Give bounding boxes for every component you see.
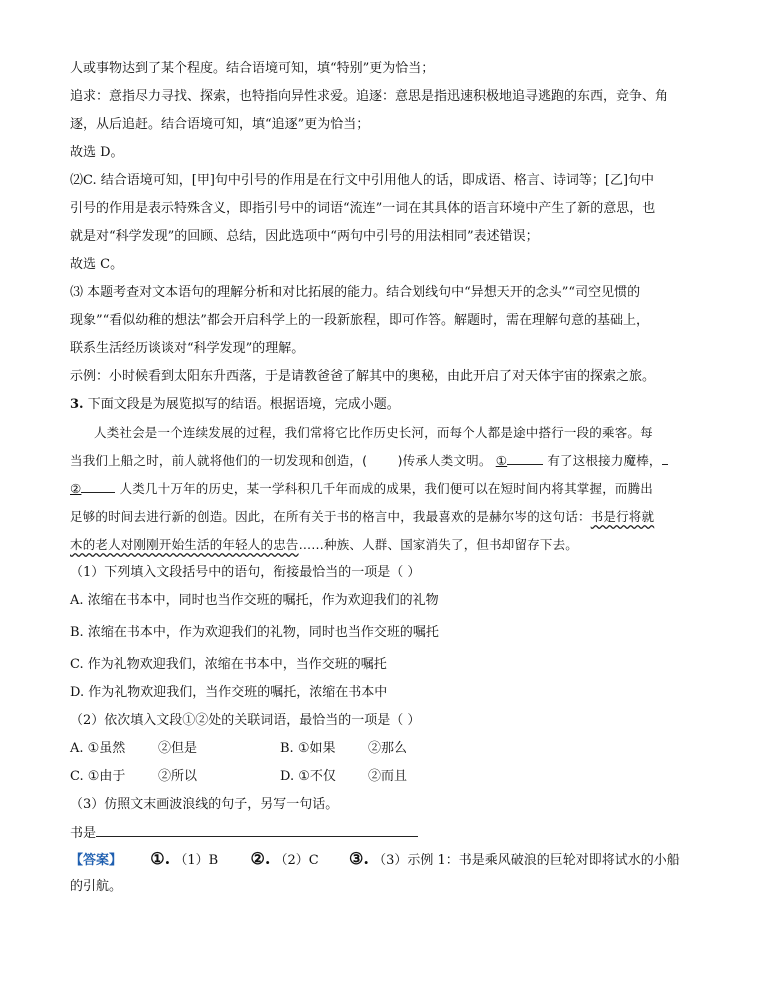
text-line: 引号的作用是表示特殊含义，即指引号中的词语“流连”一词在其具体的语言环境中产生了新的意思，也: [70, 201, 656, 216]
option-c: C. 作为礼物欢迎我们，浓缩在书本中，当作交班的嘱托: [70, 657, 387, 672]
option-d-second: ②而且: [368, 769, 408, 784]
text-line: 追求：意指尽力寻找、探索，也特指向异性求爱。追逐：意思是指迅速积极地追寻逃跑的东西，竞争、角: [70, 89, 669, 104]
answer-tag: 【答案】: [70, 853, 123, 868]
passage-text: 足够的时间去进行新的创造。因此，在所有关于书的格言中，我最喜欢的是赫尔岑的这句话：: [70, 509, 591, 524]
text-line: 联系生活经历谈谈对“科学发现”的理解。: [70, 341, 305, 356]
blank-trail: [662, 452, 668, 465]
sub-question-stem: （3）仿照文末画波浪线的句子，另写一句话。: [70, 797, 339, 812]
option-a: A. 浓缩在书本中，同时也当作交班的嘱托，作为欢迎我们的礼物: [70, 593, 439, 608]
option-c-second: ②所以: [158, 769, 198, 784]
answer-continuation: 的引航。: [70, 879, 123, 894]
option-b-second: ②那么: [368, 741, 408, 756]
answer-2: （2）C: [274, 853, 319, 868]
question-number: 3.: [70, 397, 84, 412]
sub-question-stem: （2）依次填入文段①②处的关联词语，最恰当的一项是（ ）: [70, 713, 421, 728]
text-line: 就是对“科学发现”的回顾、总结，因此选项中“两句中引号的用法相同”表述错误；: [70, 229, 539, 244]
passage-line: [70, 536, 578, 554]
blank-marker-2: ②: [70, 481, 82, 496]
answer-blank: [96, 824, 418, 837]
question-heading: [70, 396, 400, 414]
passage-line: [70, 480, 653, 498]
option-c: C. ①由于: [70, 769, 126, 784]
passage-text: 有了这根接力魔棒，: [547, 453, 662, 468]
answer-prefix: 书是: [70, 826, 97, 841]
answer-line: [70, 824, 418, 843]
passage-line: [70, 508, 654, 526]
text-line: 现象”“看似幼稚的想法”都会开启科学上的一段新旅程，即可作答。解题时，需在理解句意的基础上，: [70, 313, 649, 328]
answer-section: [70, 850, 680, 870]
passage-text: 人类几十万年的历史，某一学科积几千年而成的成果，我们便可以在短时间内将其掌握，而腾出: [119, 481, 653, 496]
answer-1: （1）B: [174, 853, 219, 868]
text-line: ⑵C. 结合语境可知，[甲]句中引号的作用是在行文中引用他人的话，即成语、格言、诗词等；[乙]句中: [70, 173, 655, 188]
answer-marker-3: ③.: [349, 849, 369, 868]
text-line: 故选 C。: [70, 257, 124, 272]
passage-text: )传承人类文明。: [397, 453, 492, 468]
wavy-sentence: 书是行将就: [590, 509, 655, 524]
answer-marker-1: ①.: [150, 849, 171, 868]
wavy-sentence: 木的老人对刚刚开始生活的年轻人的忠告: [70, 537, 299, 552]
option-a: A. ①虽然: [70, 741, 126, 756]
answer-marker-2: ②.: [250, 849, 271, 868]
passage-line: [70, 452, 668, 470]
passage-text: 当我们上船之时，前人就将他们的一切发现和创造，(: [70, 453, 368, 468]
text-line: 人或事物达到了某个程度。结合语境可知，填“特别”更为恰当；: [70, 61, 435, 76]
blank-marker-1: ①: [495, 453, 508, 468]
sub-question-stem: （1）下列填入文段括号中的语句，衔接最恰当的一项是（ ）: [70, 565, 421, 580]
answer-3: （3）示例 1：书是乘风破浪的巨轮对即将试水的小船: [373, 853, 680, 868]
text-line: ⑶ 本题考查对文本语句的理解分析和对比拓展的能力。结合划线句中“异想天开的念头”“司空见惯的: [70, 285, 641, 300]
text-line: 逐，从后追赶。结合语境可知，填“追逐”更为恰当；: [70, 117, 370, 132]
text-line: 故选 D。: [70, 145, 124, 160]
option-d: D. 作为礼物欢迎我们，当作交班的嘱托，浓缩在书本中: [70, 685, 388, 700]
blank-1: [507, 452, 543, 465]
passage-text: ……种族、人群、国家消失了，但书却留存下去。: [298, 537, 579, 552]
passage-line: 人类社会是一个连续发展的过程，我们常将它比作历史长河，而每个人都是途中搭行一段的乘客。每: [94, 425, 653, 440]
blank-2: [81, 480, 115, 493]
question-prompt: 下面文段是为展览拟写的结语。根据语境，完成小题。: [87, 397, 400, 412]
option-b: B. ①如果: [280, 741, 336, 756]
option-d: D. ①不仅: [280, 769, 336, 784]
text-line: 示例：小时候看到太阳东升西落，于是请教爸爸了解其中的奥秘，由此开启了对天体宇宙的探索之旅。: [70, 369, 656, 384]
option-b: B. 浓缩在书本中，作为欢迎我们的礼物，同时也当作交班的嘱托: [70, 625, 439, 640]
option-a-second: ②但是: [158, 741, 198, 756]
